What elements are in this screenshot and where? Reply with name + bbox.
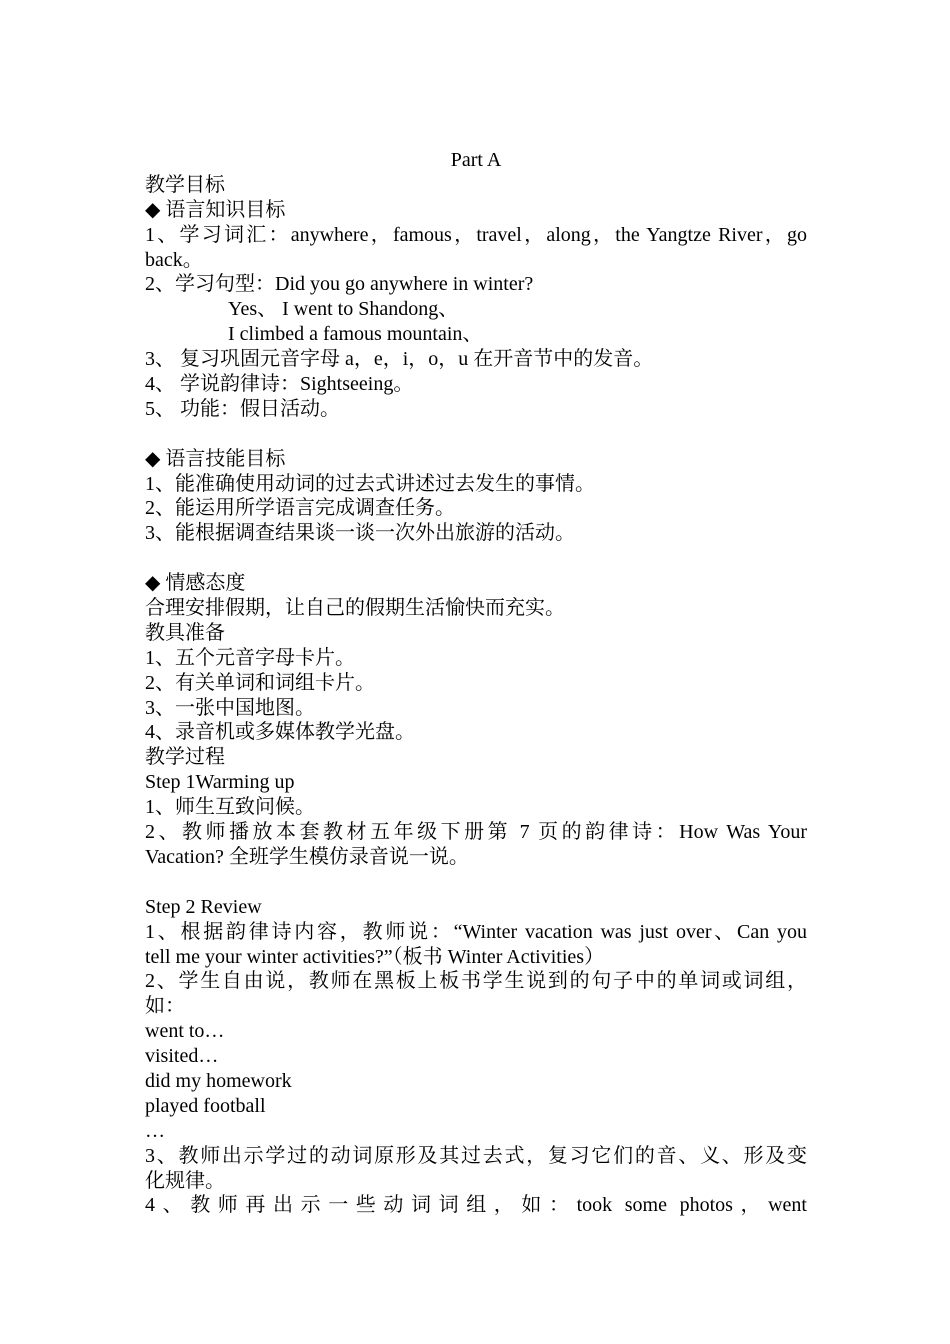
- step-2-item-2-line1: 2、学生自由说，教师在黑板上板书学生说到的句子中的单词或词组，: [145, 970, 807, 993]
- subheading-language-skills: ◆ 语言技能目标: [145, 447, 286, 470]
- aid-item-4: 4、录音机或多媒体教学光盘。: [145, 721, 415, 744]
- step-2-item-3-line1: 3、教师出示学过的动词原形及其过去式，复习它们的音、义、形及变: [145, 1144, 807, 1167]
- paragraph-sentence-pattern: 2、学习句型：Did you go anywhere in winter?: [145, 273, 534, 296]
- step-1-item-2-line2: Vacation? 全班学生模仿录音说一说。: [145, 845, 469, 868]
- heading-teaching-goals: 教学目标: [145, 173, 225, 196]
- step-2-item-1-line1: 1、根据韵律诗内容，教师说：“Winter vacation was just over、Can you: [145, 920, 807, 943]
- paragraph-vocabulary-line1: 1、学习词汇：anywhere，famous，travel，along，the Yangtze River，go: [145, 223, 807, 246]
- skill-item-3: 3、能根据调查结果谈一谈一次外出旅游的活动。: [145, 522, 575, 545]
- step-1-heading: Step 1Warming up: [145, 771, 295, 794]
- document-title: Part A: [450, 149, 502, 171]
- step-1-item-1: 1、师生互致问候。: [145, 796, 315, 819]
- document-page: [145, 148, 807, 1218]
- example-sentence-2: I climbed a famous mountain、: [228, 323, 483, 346]
- aid-item-1: 1、五个元音字母卡片。: [145, 646, 355, 669]
- heading-teaching-aids: 教具准备: [145, 621, 225, 644]
- step-2-item-4-line1: 4、教师再出示一些动词词组，如：took some photos，went: [145, 1194, 807, 1217]
- paragraph-vocabulary-line2: back。: [145, 248, 203, 271]
- subheading-emotion-attitude: ◆ 情感态度: [145, 572, 246, 595]
- step-1-item-2-line1: 2、教师播放本套教材五年级下册第 7 页的韵律诗：How Was Your: [145, 821, 807, 844]
- step-2-heading: Step 2 Review: [145, 895, 262, 918]
- subheading-language-knowledge: ◆ 语言知识目标: [145, 198, 286, 221]
- phrase-played-football: played football: [145, 1094, 266, 1117]
- phrase-visited: visited…: [145, 1045, 219, 1068]
- example-sentence-1: Yes、 I went to Shandong、: [228, 298, 459, 321]
- step-2-item-3-line2: 化规律。: [145, 1169, 225, 1192]
- skill-item-1: 1、能准确使用动词的过去式讲述过去发生的事情。: [145, 472, 595, 495]
- step-2-item-1-line2: tell me your winter activities?”（板书 Winter Activities）: [145, 945, 605, 968]
- heading-teaching-process: 教学过程: [145, 746, 225, 769]
- step-2-item-2-line2: 如：: [145, 995, 185, 1018]
- blank-line: [145, 546, 807, 571]
- aid-item-3: 3、一张中国地图。: [145, 696, 315, 719]
- paragraph-vowels: 3、 复习巩固元音字母 a，e，i，o，u 在开音节中的发音。: [145, 348, 654, 371]
- paragraph-function: 5、 功能：假日活动。: [145, 397, 340, 420]
- blank-line: [145, 422, 807, 447]
- aid-item-2: 2、有关单词和词组卡片。: [145, 671, 375, 694]
- phrase-ellipsis: …: [145, 1119, 165, 1142]
- paragraph-rhyme: 4、 学说韵律诗：Sightseeing。: [145, 373, 414, 396]
- phrase-did-homework: did my homework: [145, 1069, 292, 1092]
- skill-item-2: 2、能运用所学语言完成调查任务。: [145, 497, 455, 520]
- phrase-went-to: went to…: [145, 1020, 225, 1043]
- blank-line: [145, 870, 807, 895]
- emotion-text: 合理安排假期，让自己的假期生活愉快而充实。: [145, 597, 565, 620]
